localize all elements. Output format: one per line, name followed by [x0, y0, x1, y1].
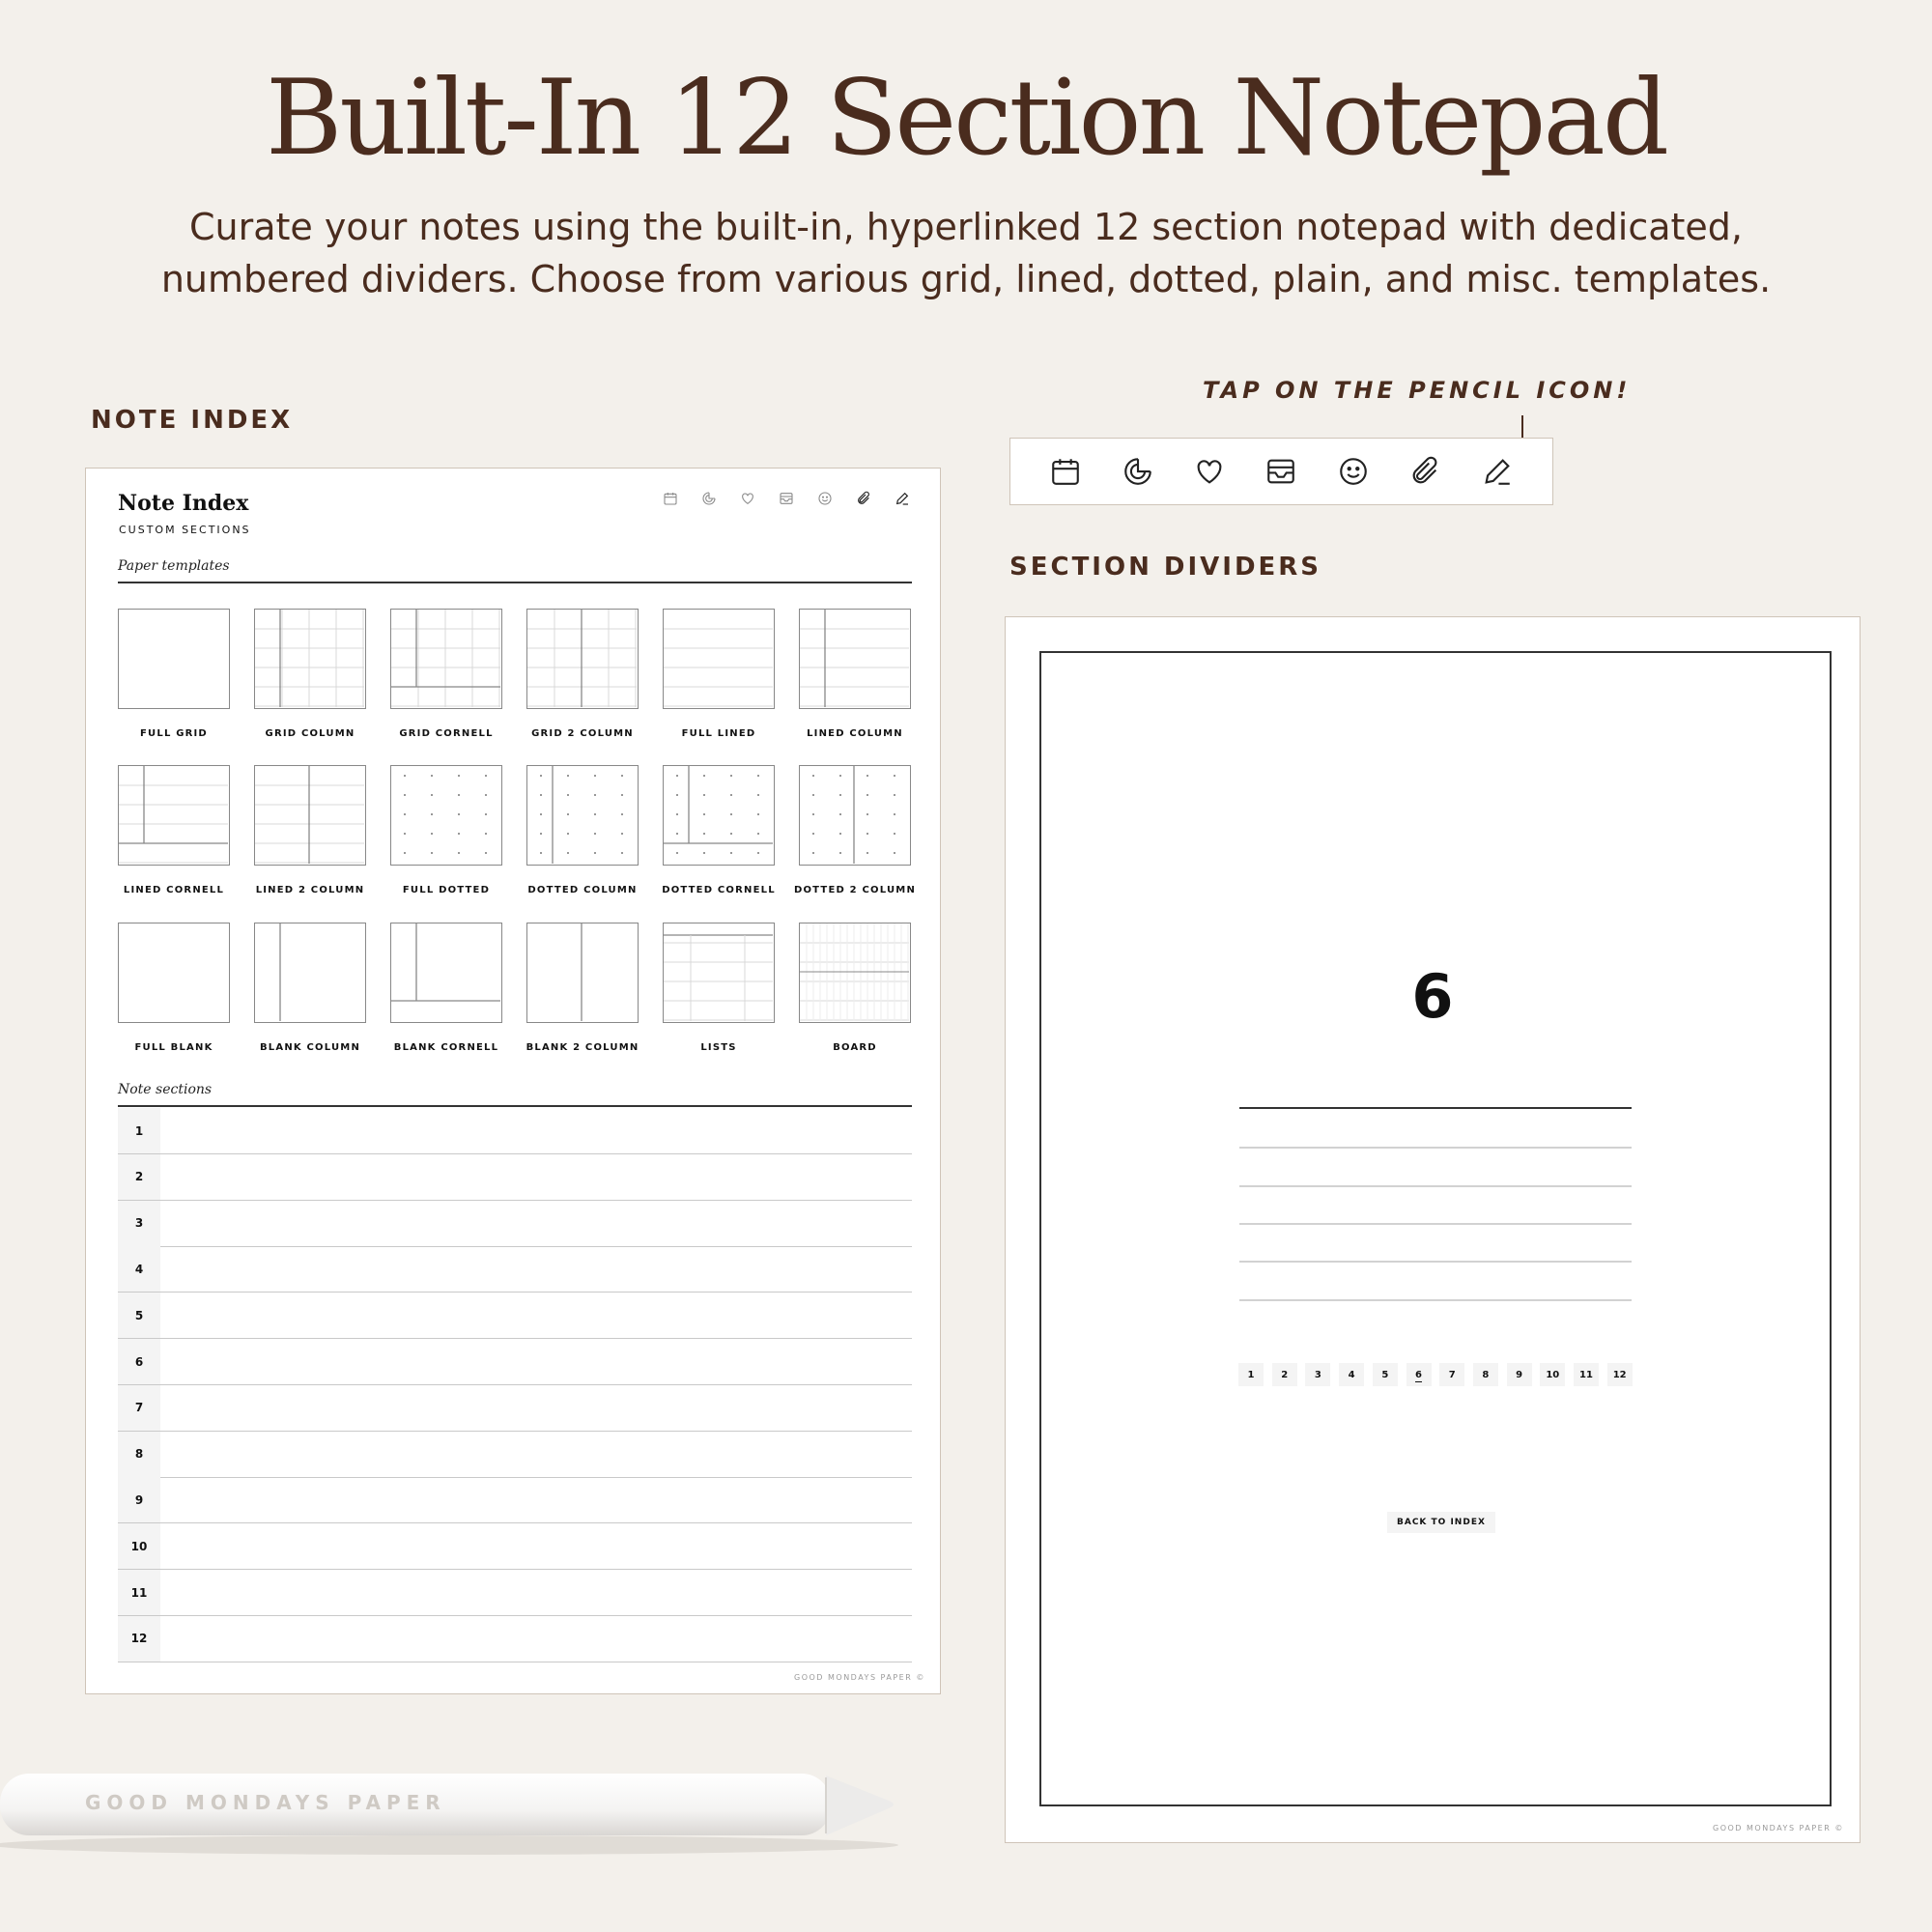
pencil-icon[interactable]	[895, 491, 910, 506]
template-label: FULL LINED	[681, 728, 756, 739]
inbox-icon[interactable]	[779, 491, 794, 506]
template-label: DOTTED 2 COLUMN	[793, 885, 917, 895]
note-section-row[interactable]	[118, 1293, 912, 1339]
template-thumb-full-grid[interactable]	[118, 609, 230, 709]
note-sections-heading: Note sections	[118, 1082, 213, 1097]
note-section-number: 8	[118, 1432, 160, 1477]
divider-tab-11[interactable]: 11	[1574, 1363, 1599, 1386]
note-section-row[interactable]	[118, 1616, 912, 1662]
note-index-footer: GOOD MONDAYS PAPER ©	[794, 1673, 925, 1682]
paperclip-icon[interactable]	[1408, 455, 1441, 488]
note-section-number: 2	[118, 1154, 160, 1200]
template-thumb-lined-column[interactable]	[799, 609, 911, 709]
note-section-row[interactable]	[118, 1523, 912, 1570]
note-section-row[interactable]	[118, 1570, 912, 1616]
calendar-icon[interactable]	[663, 491, 678, 506]
stylus-brand-text: GOOD MONDAYS PAPER	[85, 1791, 446, 1814]
divider-section-number: 6	[1411, 961, 1454, 1032]
template-label: FULL GRID	[140, 728, 208, 739]
template-label: DOTTED COLUMN	[527, 885, 638, 895]
paperclip-icon[interactable]	[856, 491, 871, 506]
note-section-row[interactable]	[118, 1477, 912, 1523]
note-section-number: 11	[118, 1570, 160, 1615]
template-thumb-board[interactable]	[799, 923, 911, 1023]
divider-tab-9[interactable]: 9	[1507, 1363, 1532, 1386]
smiley-icon[interactable]	[817, 491, 833, 506]
template-label: GRID CORNELL	[399, 728, 494, 739]
app-toolbar	[1009, 438, 1553, 505]
divider-line	[1239, 1223, 1632, 1225]
inbox-icon[interactable]	[1264, 455, 1297, 488]
divider-tab-8[interactable]: 8	[1473, 1363, 1498, 1386]
note-section-number: 5	[118, 1293, 160, 1338]
section-dividers-label: SECTION DIVIDERS	[1009, 553, 1322, 582]
template-thumb-blank-2column[interactable]	[526, 923, 639, 1023]
note-index-title: Note Index	[118, 491, 249, 516]
back-to-index-button[interactable]: BACK TO INDEX	[1387, 1512, 1495, 1533]
template-label: DOTTED CORNELL	[662, 885, 776, 895]
divider-title-rule	[1239, 1107, 1632, 1109]
template-label: FULL DOTTED	[402, 885, 491, 895]
note-section-number: 12	[118, 1616, 160, 1662]
note-sections-rule	[118, 1105, 912, 1107]
template-thumb-grid-column[interactable]	[254, 609, 366, 709]
template-label: GRID COLUMN	[265, 728, 355, 739]
smiley-icon[interactable]	[1337, 455, 1370, 488]
template-label: LINED 2 COLUMN	[255, 885, 365, 895]
note-section-number: 4	[118, 1246, 160, 1292]
template-thumb-dotted-column[interactable]	[526, 765, 639, 866]
pencil-icon[interactable]	[1481, 455, 1514, 488]
note-index-label: NOTE INDEX	[91, 406, 294, 435]
note-section-number: 3	[118, 1201, 160, 1246]
template-label: BOARD	[833, 1042, 877, 1053]
template-thumb-full-dotted[interactable]	[390, 765, 502, 866]
page-subtitle	[97, 201, 1835, 305]
divider-tab-1[interactable]: 1	[1238, 1363, 1264, 1386]
divider-frame	[1039, 651, 1832, 1806]
template-label: BLANK 2 COLUMN	[526, 1042, 639, 1053]
template-label: BLANK CORNELL	[393, 1042, 499, 1053]
divider-line	[1239, 1147, 1632, 1149]
note-section-number: 6	[118, 1339, 160, 1384]
note-section-number: 9	[118, 1477, 160, 1522]
divider-footer: GOOD MONDAYS PAPER ©	[1713, 1824, 1844, 1833]
divider-tab-5[interactable]: 5	[1373, 1363, 1398, 1386]
note-section-row[interactable]	[118, 1339, 912, 1385]
calendar-icon[interactable]	[1049, 455, 1082, 488]
divider-tab-7[interactable]: 7	[1439, 1363, 1464, 1386]
divider-tab-2[interactable]: 2	[1272, 1363, 1297, 1386]
divider-tab-4[interactable]: 4	[1339, 1363, 1364, 1386]
template-thumb-blank-cornell[interactable]	[390, 923, 502, 1023]
note-section-number: 7	[118, 1385, 160, 1431]
divider-tab-12[interactable]: 12	[1607, 1363, 1633, 1386]
note-section-row[interactable]	[118, 1432, 912, 1478]
template-label: FULL BLANK	[134, 1042, 213, 1053]
template-thumb-lists[interactable]	[663, 923, 775, 1023]
chart-icon[interactable]	[701, 491, 717, 506]
heart-icon[interactable]	[1193, 455, 1226, 488]
note-section-row[interactable]	[118, 1385, 912, 1432]
divider-line	[1239, 1299, 1632, 1301]
template-thumb-lined-cornell[interactable]	[118, 765, 230, 866]
template-label: BLANK COLUMN	[259, 1042, 361, 1053]
template-thumb-full-blank[interactable]	[118, 923, 230, 1023]
template-thumb-full-lined[interactable]	[663, 609, 775, 709]
divider-line	[1239, 1261, 1632, 1263]
template-thumb-dotted-cornell[interactable]	[663, 765, 775, 866]
tap-pencil-hint: TAP ON THE PENCIL ICON!	[1203, 377, 1632, 404]
subtitle-line-1: Curate your notes using the built-in, hyperlinked 12 section notepad with dedicated,	[188, 206, 1744, 248]
divider-line	[1239, 1185, 1632, 1187]
subtitle-line-2: numbered dividers. Choose from various grid, lined, dotted, plain, and misc. templates.	[160, 258, 1772, 300]
template-thumb-dotted-2column[interactable]	[799, 765, 911, 866]
divider-tab-10[interactable]: 10	[1540, 1363, 1565, 1386]
template-thumb-grid-cornell[interactable]	[390, 609, 502, 709]
heart-icon[interactable]	[740, 491, 755, 506]
template-label: LINED COLUMN	[807, 728, 903, 739]
chart-icon[interactable]	[1122, 455, 1154, 488]
note-index-subtitle: CUSTOM SECTIONS	[119, 524, 251, 536]
note-section-row[interactable]	[118, 1201, 912, 1247]
template-thumb-grid-2column[interactable]	[526, 609, 639, 709]
template-thumb-lined-2column[interactable]	[254, 765, 366, 866]
stylus-pencil-image	[0, 1768, 908, 1864]
note-section-row[interactable]	[118, 1108, 912, 1154]
template-label: LISTS	[700, 1042, 737, 1053]
note-section-number: 10	[118, 1523, 160, 1569]
paper-templates-heading: Paper templates	[118, 558, 230, 574]
note-section-row[interactable]	[118, 1246, 912, 1293]
template-label: LINED CORNELL	[123, 885, 225, 895]
paper-templates-rule	[118, 582, 912, 583]
note-section-number: 1	[118, 1108, 160, 1153]
divider-tab-6[interactable]: 6	[1406, 1363, 1432, 1386]
page-headline: Built-In 12 Section Notepad	[266, 58, 1666, 179]
divider-tab-3[interactable]: 3	[1305, 1363, 1330, 1386]
note-section-row[interactable]	[118, 1154, 912, 1201]
template-thumb-blank-column[interactable]	[254, 923, 366, 1023]
note-index-toolbar	[663, 491, 910, 506]
template-label: GRID 2 COLUMN	[531, 728, 634, 739]
